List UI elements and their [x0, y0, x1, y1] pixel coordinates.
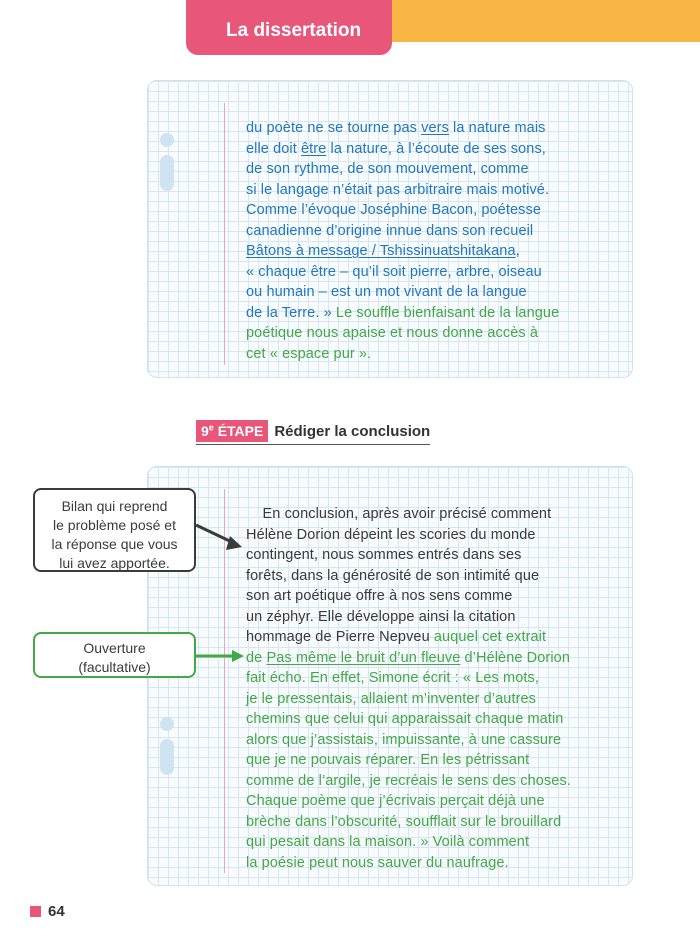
underlined-text: Bâtons à message / Tshissinuatshitakana [246, 243, 516, 259]
text-segment: de son rythme, de son mouvement, comme [246, 161, 529, 177]
underlined-text: vers [421, 120, 449, 136]
text-segment: si le langage n’était pas arbitraire mais motivé. [246, 181, 550, 198]
underlined-text: être [301, 140, 327, 157]
bilan-arrowhead [226, 536, 242, 550]
callout-line: Ouverture [83, 640, 146, 656]
step-badge: 9e ÉTAPE [196, 420, 268, 442]
text-segment: de [246, 649, 267, 666]
text-segment: Le souffle bienfaisant de la langue [335, 304, 560, 321]
text-segment: ou humain – est un mot vivant de la langue [246, 284, 527, 300]
callout-line: lui avez apportée. [59, 555, 170, 571]
text-segment: qui pesait dans la maison. » Voilà comment [246, 834, 530, 850]
text-segment: , [515, 243, 520, 259]
callout-line: la réponse que vous [51, 536, 178, 552]
text-segment: Chaque poème que j’écrivais perçait déjà une [246, 793, 545, 809]
text-segment: brèche dans l’obscurité, soufflait sur le brouillard [246, 813, 562, 830]
text-segment: la nature, à l’écoute de ses sons, [326, 140, 546, 157]
text-segment: que je ne pouvais réparer. En les pétrissant [246, 752, 530, 768]
text-segment: un zéphyr. Elle développe ainsi la citation [246, 608, 516, 625]
text-segment: Comme l’évoque Joséphine Bacon, poétesse [246, 202, 541, 218]
text-segment: hommage de Pierre Nepveu [246, 629, 434, 645]
page-number: 64 [30, 903, 65, 920]
text-segment: forêts, dans la générosité de son intimité que [246, 567, 540, 584]
text-segment: elle doit [246, 140, 302, 157]
text-segment: En conclusion, après avoir précisé comment [246, 506, 552, 522]
text-segment: d’Hélène Dorion [460, 649, 570, 666]
page-marker [30, 906, 41, 917]
text-segment: du poète ne se tourne pas [246, 120, 422, 136]
text-segment: poétique nous apaise et nous donne accès à [246, 325, 539, 341]
text-segment: je le pressentais, allaient m’inventer d’autres [246, 690, 537, 707]
callout-line: Bilan qui reprend [61, 498, 168, 514]
text-segment: la poésie peut nous sauver du naufrage. [246, 854, 509, 871]
text-segment: alors que j’assistais, impuissante, à une cassure [246, 731, 562, 748]
text-segment: « chaque être – qu’il soit pierre, arbre, oiseau [246, 263, 542, 280]
text-segment: de la Terre. » [246, 304, 336, 321]
text-segment: comme de l’argile, je recréais le sens des choses. [246, 772, 571, 789]
underlined-text: Pas même le bruit d’un fleuve [266, 649, 461, 666]
callout-line: (facultative) [78, 659, 151, 675]
section-title: La dissertation [226, 20, 362, 41]
callout-bilan [33, 488, 196, 572]
ouverture-arrowhead [232, 650, 244, 662]
text-segment: auquel cet extrait [433, 629, 547, 645]
text-segment: canadienne d’origine innue dans son recueil [246, 222, 534, 239]
text-segment: son art poétique offre à nos sens comme [246, 588, 513, 604]
text-segment: la nature mais [448, 120, 546, 136]
text-segment: cet « espace pur ». [246, 345, 372, 362]
callout-line: le problème posé et [53, 517, 176, 533]
text-segment: contingent, nous sommes entrés dans ses [246, 547, 522, 563]
text-segment: Hélène Dorion dépeint les scories du monde [246, 526, 536, 543]
text-segment: chemins que celui qui apparaissait chaque matin [246, 711, 564, 727]
step-title: Rédiger la conclusion [274, 422, 431, 440]
text-segment: fait écho. En effet, Simone écrit : « Les mots, [246, 670, 539, 686]
callout-ouverture [33, 632, 196, 678]
